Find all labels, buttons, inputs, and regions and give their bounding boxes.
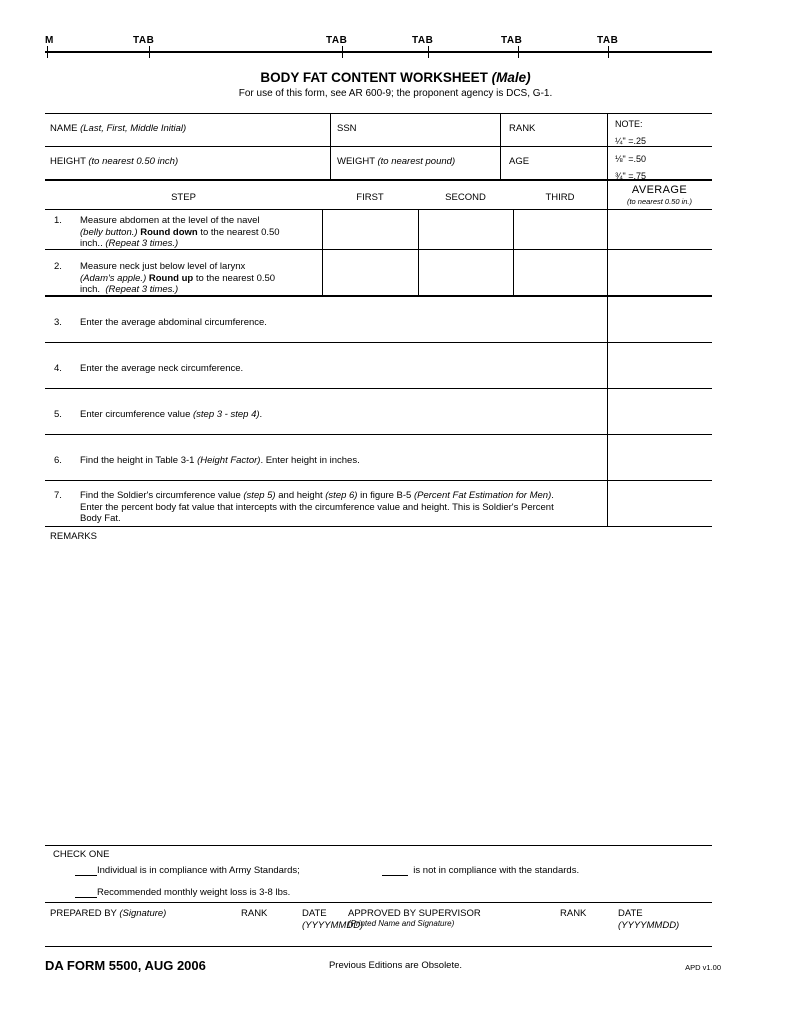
step-7-line-1-b: (step 5) [243,490,276,501]
step-7-value-input[interactable] [608,481,712,525]
column-header-second: SECOND [445,192,486,203]
step-1-line-3-b: (Repeat 3 times.) [105,238,179,249]
previous-editions-note: Previous Editions are Obsolete. [328,960,463,971]
step-1-line-2-a: (belly button.) [80,226,138,238]
prepared-by-hint: (Signature) [119,908,167,919]
apd-version: APD v1.00 [685,963,721,972]
height-label-hint: (to nearest 0.50 inch) [88,156,179,167]
note-line-3: ¾" =.75 [615,171,646,181]
column-header-average: AVERAGE [631,184,688,196]
check-one-option-weightloss-row [75,887,290,898]
step-5-value-input[interactable] [608,389,712,433]
ssn-field-label: SSN [337,123,357,134]
step-4-number: 4. [54,363,62,374]
age-field-label: AGE [509,156,530,167]
step-1-number: 1. [54,215,62,226]
step-6-line-1-a: Find the height in Table 3-1 [80,455,198,466]
step-2-line-3-a: inch. [80,284,101,295]
step-2-line-3-b: (Repeat 3 times.) [105,284,179,295]
page-title [0,70,791,85]
page-subtitle: For use of this form, see AR 600-9; the proponent agency is DCS, G-1. [238,88,553,99]
step-5-text [80,409,580,421]
step-5-line-1-a: Enter circumference value [80,409,193,420]
rule-check-one-top [45,845,712,846]
step-3-text [80,317,580,329]
approved-by-signature-input[interactable] [345,930,555,945]
tab-ruler [45,32,712,54]
ruler-line [45,51,712,53]
rule-name-row [45,146,712,147]
height-label-text: HEIGHT [50,156,86,167]
step-1-third-input[interactable] [514,210,607,249]
step-2-second-input[interactable] [419,253,513,295]
rule-signature-top [45,902,712,903]
date-right-format: (YYYYMMDD) [618,920,680,931]
checkbox-compliance[interactable] [75,866,97,876]
prepared-by-text: PREPARED BY [50,908,117,919]
step-5-line-1-c: . [259,409,263,420]
weight-field-label [337,156,455,167]
signature-block [45,902,712,947]
prepared-by-label [50,908,166,919]
approved-by-rank-input[interactable] [560,930,615,945]
step-2-line-2-b: Round up [148,272,194,284]
step-7-line-3: Body Fat. [80,513,121,524]
ruler-tick [518,46,519,58]
ruler-tab-label-1: TAB [133,35,155,46]
column-header-first: FIRST [356,192,384,203]
name-label-text: NAME [50,123,78,134]
rule-top [45,113,712,114]
step-7-number: 7. [54,490,62,501]
date-left-format: (YYYYMMDD) [302,920,364,931]
step-1-line-2-b: Round down [140,226,198,238]
step-4-text [80,363,580,375]
step-2-number: 2. [54,261,62,272]
check-one-option-compliance: Individual is in compliance with Army Standards; [97,865,300,876]
form-id: DA FORM 5500, AUG 2006 [45,958,206,973]
step-7-text [80,490,605,525]
step-5-number: 5. [54,409,62,420]
ruler-tick [47,46,48,58]
step-2-third-input[interactable] [514,253,607,295]
check-one-option-weightloss: Recommended monthly weight loss is 3-8 lbs. [97,887,291,898]
rule-signature-bottom [45,946,712,947]
page-title-text: BODY FAT CONTENT WORKSHEET [260,70,488,85]
name-label-hint: (Last, First, Middle Initial) [80,123,187,134]
check-one-option-compliance-row [75,865,300,876]
check-one-label: CHECK ONE [53,849,110,860]
approved-by-hint: (Printed Name and Signature) [348,919,455,928]
step-1-text [80,215,315,250]
step-6-line-1-b: (Height Factor) [197,455,261,466]
step-3-number: 3. [54,317,62,328]
vline-ssn [330,113,331,180]
weight-label-hint: (to nearest pound) [377,156,456,167]
step-6-value-input[interactable] [608,435,712,479]
step-7-line-1-d: (step 6) [325,490,358,501]
approved-by-label: APPROVED BY SUPERVISOR [348,908,481,919]
step-6-number: 6. [54,455,62,466]
step-1-line-1: Measure abdomen at the level of the navel [80,215,260,226]
note-title: NOTE: [615,119,643,129]
step-6-text [80,455,580,467]
step-2-line-2-a: (Adam's apple.) [80,272,147,284]
ruler-tick [608,46,609,58]
checkbox-noncompliance[interactable] [382,866,408,876]
ruler-tab-label-3: TAB [412,35,434,46]
step-2-line-1: Measure neck just below level of larynx [80,261,246,272]
note-line-2: ⅛" =.50 [615,154,646,164]
step-7-line-1-c: and height [275,490,326,501]
step-1-line-3-a: inch.. [80,238,103,249]
ruler-tick [428,46,429,58]
step-7-line-1-a: Find the Soldier's circumference value [80,490,244,501]
vline-rank [500,113,501,180]
step-4-value-input[interactable] [608,343,712,387]
step-1-first-input[interactable] [323,210,418,249]
note-line-1: ¼" =.25 [615,136,646,146]
height-field-label [50,156,178,167]
date-left-label: DATE [302,908,327,919]
step-2-text [80,261,315,296]
ruler-tick [342,46,343,58]
step-7-line-1-f: (Percent Fat Estimation for Men) [413,490,552,501]
column-header-step: STEP [171,192,196,203]
rule-step7 [45,526,712,527]
step-3-value-input[interactable] [608,297,712,341]
ruler-tab-label-2: TAB [326,35,348,46]
ruler-tab-label-4: TAB [501,35,523,46]
step-1-average-input[interactable] [608,210,712,249]
step-2-first-input[interactable] [323,253,418,295]
remarks-label: REMARKS [50,531,97,542]
step-1-line-2-c: to the nearest 0.50 [197,226,280,238]
checkbox-weightloss[interactable] [75,888,97,898]
rank-right-label: RANK [560,908,587,919]
date-right-label: DATE [618,908,643,919]
step-7-line-1-e: in figure B-5 [357,490,414,501]
column-header-third: THIRD [545,192,575,203]
step-2-average-input[interactable] [608,253,712,295]
ruler-tick [149,46,150,58]
name-field-label [50,123,186,134]
rule-height-row-2 [45,180,712,181]
prepared-by-rank-input[interactable] [241,930,299,945]
step-1-second-input[interactable] [419,210,513,249]
step-3-line-1: Enter the average abdominal circumference. [80,317,267,328]
page-title-gender: (Male) [491,70,531,85]
remarks-input[interactable] [45,545,712,835]
step-2-line-2-c: to the nearest 0.50 [193,272,276,284]
step-5-line-1-b: (step 3 - step 4) [193,409,260,420]
ruler-tab-label-5: TAB [597,35,619,46]
ruler-margin-label: M [45,35,54,46]
rank-left-label: RANK [241,908,268,919]
step-6-line-1-c: . Enter height in inches. [260,455,360,466]
check-one-option-noncompliance: is not in compliance with the standards. [413,865,580,876]
step-7-line-1-g: . [551,490,554,501]
prepared-by-signature-input[interactable] [45,930,235,945]
weight-label-text: WEIGHT [337,156,375,167]
column-header-average-sub: (to nearest 0.50 in.) [626,197,693,206]
rank-field-label: RANK [509,123,536,134]
step-7-line-2: Enter the percent body fat value that intercepts with the circumference value and height. This is Soldier's Percent [80,501,554,513]
check-one-option-noncompliance-row [382,865,579,876]
step-4-line-1: Enter the average neck circumference. [80,363,244,374]
